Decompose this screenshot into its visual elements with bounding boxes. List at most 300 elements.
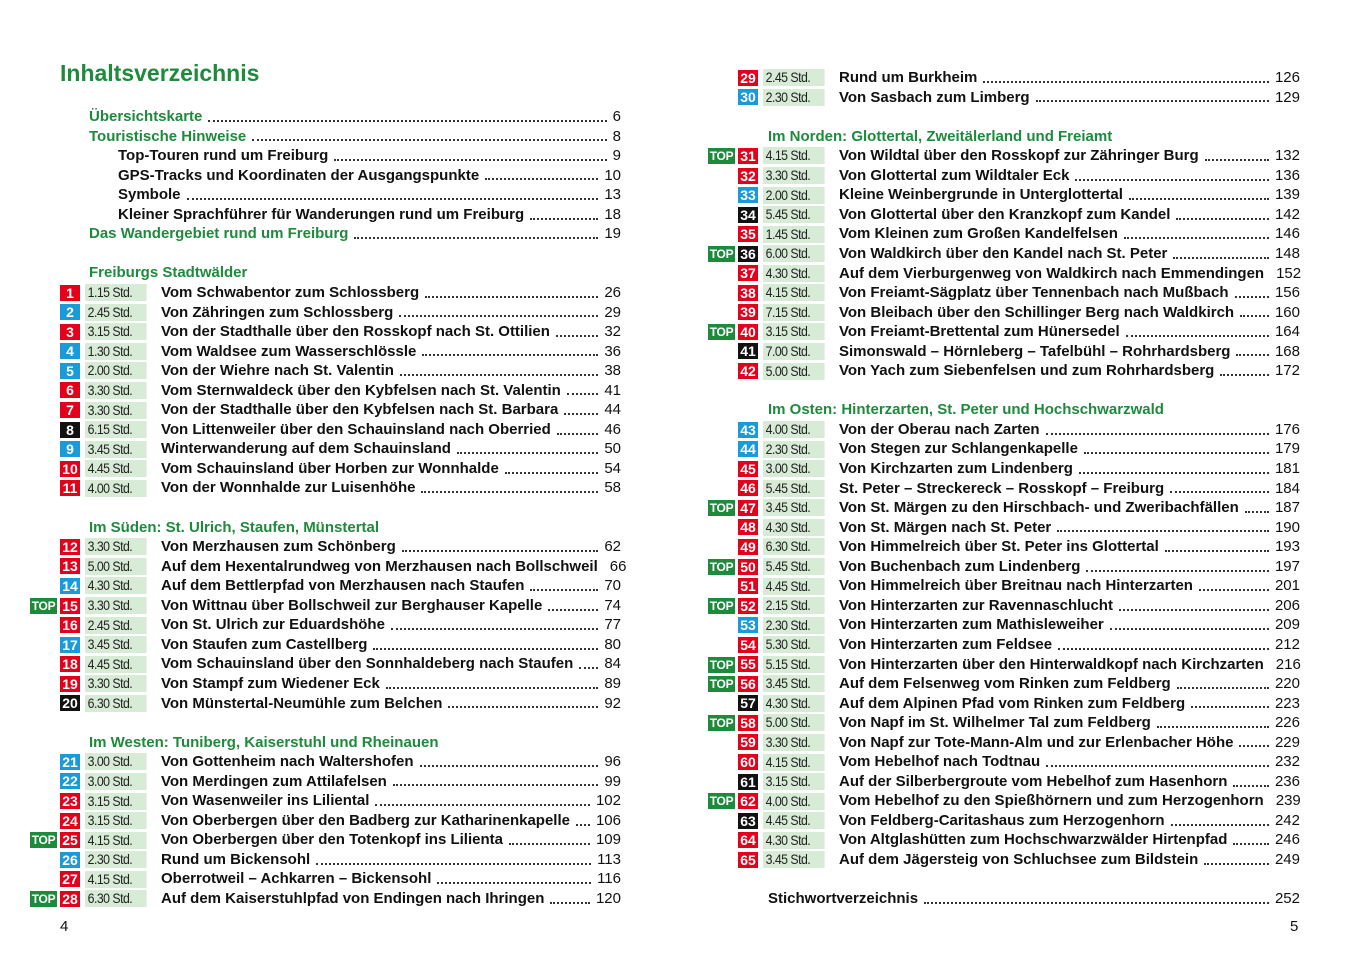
tour-duration: 2.30 Std. — [763, 617, 825, 634]
tour-number-badge: 36 — [738, 246, 758, 262]
tour-duration: 6.30 Std. — [763, 538, 825, 555]
front-entry-page: 6 — [612, 108, 621, 125]
tour-duration: 3.30 Std. — [85, 382, 147, 399]
tour-page: 226 — [1274, 714, 1300, 732]
tour-duration: 3.45 Std. — [85, 636, 147, 653]
dot-leader — [579, 667, 598, 669]
toc-tour-row — [60, 439, 621, 459]
tour-duration: 3.15 Std. — [763, 323, 825, 340]
toc-tour-row — [60, 537, 621, 557]
toc-tour-row — [738, 772, 1300, 792]
toc-tour-row — [738, 322, 1300, 342]
tour-page: 172 — [1274, 362, 1300, 380]
toc-tour-row — [60, 420, 621, 440]
toc-tour-row — [60, 615, 621, 635]
dot-leader — [400, 374, 598, 376]
tour-page: 44 — [604, 401, 621, 419]
tour-title: Rund um Burkheim — [839, 69, 978, 86]
toc-tour-row — [738, 342, 1300, 362]
tour-number-badge: 14 — [60, 578, 80, 594]
tour-title: Vom Schauinsland über den Sonnhaldeberg nach Staufen — [161, 655, 574, 673]
front-entry-title: Das Wandergebiet rund um Freiburg — [89, 225, 349, 243]
tour-page: 84 — [604, 655, 621, 673]
toc-tour-row — [738, 479, 1300, 499]
dot-leader — [550, 902, 590, 904]
tour-title: Auf dem Bettlerpfad von Merzhausen nach Staufen — [161, 577, 525, 595]
dot-leader — [1124, 237, 1269, 239]
tour-number-badge: 47 — [738, 500, 758, 516]
dot-leader — [1171, 824, 1269, 826]
dot-leader — [1233, 843, 1269, 845]
dot-leader — [1204, 863, 1269, 865]
tour-page: 36 — [604, 342, 621, 360]
dot-leader — [375, 804, 590, 806]
tour-page: 126 — [1274, 69, 1300, 86]
top-tour-badge: TOP — [709, 149, 734, 164]
tour-page: 46 — [604, 420, 621, 438]
tour-number-badge: 61 — [738, 774, 758, 790]
tour-duration: 3.00 Std. — [85, 753, 147, 770]
tour-number-badge: 39 — [738, 304, 758, 320]
tour-title: Von Himmelreich über Breitnau nach Hinterzarten — [839, 577, 1193, 595]
dot-leader — [437, 882, 591, 884]
tour-title: Von Yach zum Siebenfelsen und zum Rohrhardsberg — [839, 362, 1215, 380]
toc-tour-row — [738, 752, 1300, 772]
tour-title: Von Wildtal über den Rosskopf zur Zähringer Burg — [839, 147, 1199, 165]
dot-leader — [393, 784, 598, 786]
tour-duration: 4.00 Std. — [85, 480, 147, 497]
tour-page: 129 — [1274, 88, 1300, 106]
tour-title: Von Napf zur Tote-Mann-Alm und zur Erlenbacher Höhe — [839, 733, 1234, 751]
tour-number-badge: 4 — [60, 343, 80, 359]
tour-title: Auf dem Alpinen Pfad vom Rinken zum Feldberg — [839, 694, 1186, 712]
tour-duration: 2.45 Std. — [85, 304, 147, 321]
dot-leader — [421, 491, 598, 493]
tour-duration: 3.15 Std. — [85, 793, 147, 810]
tour-title: Von Wittnau über Bollschweil zur Berghauser Kapelle — [161, 596, 543, 614]
tour-title: Auf dem Felsenweg vom Rinken zum Feldberg — [839, 675, 1171, 693]
dot-leader — [1084, 452, 1269, 454]
tour-number-badge: 29 — [738, 70, 758, 86]
tour-number-badge: 49 — [738, 539, 758, 555]
tour-title: Von Merdingen zum Attilafelsen — [161, 772, 387, 790]
tour-number-badge: 1 — [60, 285, 80, 301]
tour-duration: 3.45 Std. — [763, 499, 825, 516]
tour-number-badge: 27 — [60, 871, 80, 887]
tour-page: 132 — [1274, 147, 1300, 165]
toc-front-row — [118, 205, 621, 225]
dot-leader — [1119, 609, 1269, 611]
tour-number-badge: 19 — [60, 676, 80, 692]
top-tour-badge: TOP — [709, 598, 734, 613]
tour-duration: 2.30 Std. — [85, 851, 147, 868]
dot-leader — [391, 628, 598, 630]
tour-number-badge: 10 — [60, 461, 80, 477]
tour-number-badge: 9 — [60, 441, 80, 457]
top-tour-badge: TOP — [31, 833, 56, 848]
toc-tour-row — [738, 205, 1300, 225]
tour-title: Vom Hebelhof nach Todtnau — [839, 753, 1041, 771]
dot-leader — [1046, 433, 1269, 435]
tour-page: 120 — [595, 890, 621, 907]
tour-page: 109 — [595, 831, 621, 849]
tour-duration: 6.30 Std. — [85, 890, 147, 907]
dot-leader — [1046, 765, 1269, 767]
dot-leader — [1235, 296, 1269, 298]
tour-title: Von Oberbergen über den Totenkopf ins Lilienta — [161, 831, 503, 849]
toc-front-row — [118, 146, 621, 166]
toc-tour-row — [738, 244, 1300, 264]
dot-leader — [924, 902, 1269, 904]
tour-number-badge: 58 — [738, 715, 758, 731]
toc-tour-row — [738, 713, 1300, 733]
tour-page: 74 — [604, 596, 621, 614]
front-entry-page: 18 — [604, 205, 621, 223]
dot-leader — [422, 354, 598, 356]
tour-duration: 3.45 Std. — [763, 851, 825, 868]
tour-page: 190 — [1274, 518, 1300, 536]
tour-duration: 2.30 Std. — [763, 89, 825, 106]
toc-tour-row — [60, 752, 621, 772]
tour-duration: 4.00 Std. — [763, 793, 825, 810]
tour-number-badge: 26 — [60, 852, 80, 868]
toc-front-row — [89, 224, 621, 244]
front-entry-page: 13 — [604, 186, 621, 204]
section-heading: Im Osten: Hinterzarten, St. Peter und Hochschwarzwald — [768, 401, 1164, 419]
tour-duration: 4.45 Std. — [763, 578, 825, 595]
tour-duration: 4.15 Std. — [85, 871, 147, 888]
tour-number-badge: 43 — [738, 422, 758, 438]
tour-title: Oberrotweil – Achkarren – Bickensohl — [161, 870, 432, 888]
tour-page: 58 — [604, 479, 621, 497]
toc-tour-row — [738, 303, 1300, 323]
dot-leader — [354, 237, 598, 239]
tour-title: Auf dem Kaiserstuhlpfad von Endingen nach Ihringen — [161, 890, 545, 907]
toc-tour-row — [738, 498, 1300, 518]
toc-title: Inhaltsverzeichnis — [60, 60, 260, 86]
tour-page: 232 — [1274, 753, 1300, 771]
dot-leader — [576, 824, 590, 826]
section-heading: Im Norden: Glottertal, Zweitälerland und Freiamt — [768, 127, 1113, 145]
tour-title: Von Waldkirch über den Kandel nach St. Peter — [839, 244, 1168, 262]
tour-title: Vom Sternwaldeck über den Kybfelsen nach St. Valentin — [161, 381, 561, 399]
tour-title: Von Himmelreich über St. Peter ins Glottertal — [839, 538, 1159, 556]
tour-title: Von der Oberau nach Zarten — [839, 420, 1040, 438]
tour-number-badge: 8 — [60, 422, 80, 438]
tour-duration: 4.15 Std. — [763, 284, 825, 301]
dot-leader — [373, 648, 598, 650]
front-entry-title: Touristische Hinweise — [89, 127, 247, 145]
tour-title: Von Buchenbach zum Lindenberg — [839, 557, 1081, 575]
tour-title: Von Littenweiler über den Schauinsland nach Oberried — [161, 420, 551, 438]
tour-duration: 2.30 Std. — [763, 441, 825, 458]
tour-number-badge: 57 — [738, 695, 758, 711]
tour-duration: 3.15 Std. — [763, 773, 825, 790]
dot-leader — [402, 550, 599, 552]
toc-tour-row — [60, 400, 621, 420]
toc-tour-row — [60, 303, 621, 323]
tour-duration: 1.30 Std. — [85, 343, 147, 360]
tour-number-badge: 22 — [60, 773, 80, 789]
dot-leader — [1086, 570, 1269, 572]
dot-leader — [557, 433, 599, 435]
toc-tour-row — [738, 361, 1300, 381]
tour-number-badge: 59 — [738, 734, 758, 750]
tour-duration: 3.30 Std. — [85, 675, 147, 692]
toc-tour-row — [738, 459, 1300, 479]
tour-page: 223 — [1274, 694, 1300, 712]
tour-number-badge: 18 — [60, 656, 80, 672]
tour-number-badge: 60 — [738, 754, 758, 770]
tour-page: 54 — [604, 459, 621, 477]
tour-duration: 2.00 Std. — [763, 187, 825, 204]
dot-leader — [1170, 491, 1269, 493]
tour-number-badge: 16 — [60, 617, 80, 633]
front-entry-title: GPS-Tracks und Koordinaten der Ausgangspunkte — [118, 166, 480, 184]
tour-duration: 4.30 Std. — [85, 577, 147, 594]
tour-duration: 1.15 Std. — [85, 284, 147, 301]
tour-page: 66 — [609, 557, 627, 575]
tour-duration: 3.30 Std. — [85, 597, 147, 614]
tour-title: Winterwanderung auf dem Schauinsland — [161, 440, 451, 458]
toc-tour-row — [60, 635, 621, 655]
toc-tour-row — [738, 146, 1300, 166]
toc-tour-row — [738, 68, 1300, 88]
tour-title: Von Altglashütten zum Hochschwarzwälder Hirtenpfad — [839, 831, 1228, 849]
tour-page: 92 — [604, 694, 621, 712]
tour-title: Von Kirchzarten zum Lindenberg — [839, 460, 1073, 477]
tour-duration: 3.15 Std. — [85, 323, 147, 340]
dot-leader — [530, 589, 598, 591]
tour-number-badge: 28 — [60, 891, 80, 907]
tour-duration: 4.15 Std. — [763, 147, 825, 164]
toc-tour-row — [738, 811, 1300, 831]
dot-leader — [252, 139, 606, 141]
tour-title: Von der Stadthalle über den Rosskopf nach St. Ottilien — [161, 323, 550, 341]
tour-duration: 5.00 Std. — [763, 363, 825, 380]
toc-tour-row — [738, 518, 1300, 538]
dot-leader — [425, 296, 598, 298]
tour-title: Von Merzhausen zum Schönberg — [161, 538, 396, 556]
tour-page: 148 — [1274, 244, 1300, 262]
dot-leader — [399, 315, 598, 317]
toc-tour-row — [738, 733, 1300, 753]
tour-page: 116 — [597, 870, 621, 888]
tour-number-badge: 64 — [738, 832, 758, 848]
tour-title: Von Oberbergen über den Badberg zur Katharinenkapelle — [161, 811, 570, 829]
tour-duration: 1.45 Std. — [763, 226, 825, 243]
toc-tour-row — [60, 850, 621, 870]
toc-tour-row — [738, 224, 1300, 244]
tour-title: Von Hinterzarten über den Hinterwaldkopf nach Kirchzarten — [839, 655, 1264, 673]
dot-leader — [208, 120, 606, 122]
toc-tour-row — [738, 439, 1300, 459]
tour-duration: 2.45 Std. — [85, 617, 147, 634]
dot-leader — [1245, 511, 1269, 513]
tour-title: Von Bleibach über den Schillinger Berg nach Waldkirch — [839, 303, 1235, 321]
tour-number-badge: 32 — [738, 168, 758, 184]
top-tour-badge: TOP — [709, 677, 734, 692]
tour-page: 41 — [604, 381, 621, 399]
tour-number-badge: 63 — [738, 813, 758, 829]
dot-leader — [1205, 159, 1269, 161]
index-entry-row — [768, 889, 1300, 909]
tour-title: Von Freiamt-Brettental zum Hünersedel — [839, 323, 1120, 341]
tour-page: 242 — [1274, 811, 1300, 829]
tour-page: 152 — [1276, 264, 1302, 282]
toc-front-row — [118, 166, 621, 186]
tour-title: Von Glottertal über den Kranzkopf zum Kandel — [839, 205, 1171, 223]
tour-number-badge: 45 — [738, 461, 758, 477]
tour-duration: 3.30 Std. — [85, 538, 147, 555]
tour-title: Von Sasbach zum Limberg — [839, 88, 1030, 106]
tour-duration: 4.45 Std. — [85, 460, 147, 477]
tour-page: 106 — [595, 811, 621, 829]
tour-number-badge: 62 — [738, 793, 758, 809]
tour-page: 62 — [604, 538, 621, 556]
tour-number-badge: 35 — [738, 226, 758, 242]
toc-tour-row — [738, 655, 1300, 675]
tour-page: 197 — [1274, 557, 1300, 575]
section-heading: Freiburgs Stadtwälder — [89, 264, 248, 282]
tour-duration: 4.15 Std. — [85, 832, 147, 849]
tour-number-badge: 42 — [738, 363, 758, 379]
tour-page: 179 — [1274, 440, 1300, 458]
dot-leader — [1079, 472, 1269, 474]
toc-tour-row — [738, 596, 1300, 616]
tour-page: 50 — [604, 440, 621, 458]
tour-title: Von Hinterzarten zum Feldsee — [839, 635, 1053, 653]
tour-page: 89 — [604, 674, 621, 692]
tour-title: Von Stegen zur Schlangenkapelle — [839, 440, 1078, 458]
tour-page: 38 — [604, 362, 621, 380]
tour-duration: 3.15 Std. — [85, 812, 147, 829]
tour-number-badge: 20 — [60, 695, 80, 711]
tour-duration: 3.00 Std. — [763, 460, 825, 477]
tour-number-badge: 37 — [738, 265, 758, 281]
tour-duration: 6.00 Std. — [763, 245, 825, 262]
toc-tour-row — [738, 635, 1300, 655]
tour-page: 246 — [1274, 831, 1300, 849]
dot-leader — [386, 687, 599, 689]
tour-duration: 4.45 Std. — [763, 812, 825, 829]
tour-number-badge: 5 — [60, 363, 80, 379]
front-entry-title: Übersichtskarte — [89, 108, 203, 125]
top-tour-badge: TOP — [709, 501, 734, 516]
tour-title: Von Hinterzarten zur Ravennaschlucht — [839, 596, 1113, 614]
tour-number-badge: 53 — [738, 617, 758, 633]
tour-page: 80 — [604, 635, 621, 653]
tour-page: 29 — [604, 303, 621, 321]
toc-tour-row — [738, 791, 1300, 811]
tour-page: 187 — [1274, 499, 1300, 517]
front-entry-title: Top-Touren rund um Freiburg — [118, 147, 329, 165]
tour-title: Von Napf im St. Wilhelmer Tal zum Feldberg — [839, 714, 1151, 732]
front-entry-page: 10 — [604, 166, 621, 184]
toc-tour-row — [60, 830, 621, 850]
tour-number-badge: 51 — [738, 578, 758, 594]
tour-title: Auf dem Jägersteig von Schluchsee zum Bildstein — [839, 851, 1199, 868]
tour-number-badge: 38 — [738, 285, 758, 301]
tour-number-badge: 46 — [738, 480, 758, 496]
tour-page: 220 — [1274, 675, 1300, 693]
tour-duration: 4.00 Std. — [763, 421, 825, 438]
tour-duration: 7.15 Std. — [763, 304, 825, 321]
dot-leader — [530, 218, 598, 220]
dot-leader — [448, 706, 598, 708]
tour-number-badge: 24 — [60, 813, 80, 829]
tour-page: 249 — [1274, 851, 1300, 868]
tour-title: Vom Schwabentor zum Schlossberg — [161, 283, 420, 301]
tour-title: Von Feldberg-Caritashaus zum Herzogenhorn — [839, 811, 1165, 829]
toc-tour-row — [60, 694, 621, 714]
tour-title: Von St. Märgen nach St. Peter — [839, 518, 1052, 536]
tour-duration: 5.00 Std. — [85, 558, 147, 575]
tour-duration: 3.30 Std. — [763, 167, 825, 184]
tour-title: Vom Waldsee zum Wasserschlössle — [161, 342, 417, 360]
dot-leader — [1075, 179, 1269, 181]
tour-number-badge: 25 — [60, 832, 80, 848]
dot-leader — [564, 413, 598, 415]
dot-leader — [316, 863, 591, 865]
dot-leader — [1173, 257, 1269, 259]
tour-title: Rund um Bickensohl — [161, 850, 311, 868]
tour-title: Simonswald – Hörnleberg – Tafelbühl – Rohrhardsberg — [839, 342, 1231, 360]
toc-tour-row — [738, 185, 1300, 205]
tour-title: Vom Hebelhof zu den Spießhörnern und zum Herzogenhorn — [839, 792, 1264, 810]
dot-leader — [457, 452, 598, 454]
dot-leader — [1036, 100, 1269, 102]
toc-tour-row — [738, 694, 1300, 714]
tour-page: 160 — [1274, 303, 1300, 321]
tour-page: 77 — [604, 616, 621, 634]
tour-page: 136 — [1274, 166, 1300, 184]
tour-number-badge: 48 — [738, 519, 758, 535]
toc-tour-row — [738, 283, 1300, 303]
tour-page: 26 — [604, 283, 621, 301]
toc-tour-row — [60, 322, 621, 342]
toc-tour-row — [738, 576, 1300, 596]
tour-duration: 3.30 Std. — [763, 734, 825, 751]
tour-title: Von Freiamt-Sägplatz über Tennenbach nach Mußbach — [839, 284, 1229, 302]
dot-leader — [1236, 354, 1269, 356]
tour-page: 229 — [1274, 733, 1300, 751]
tour-title: Vom Kleinen zum Großen Kandelfelsen — [839, 225, 1118, 243]
index-entry-page: 252 — [1274, 890, 1300, 908]
tour-number-badge: 52 — [738, 598, 758, 614]
tour-page: 193 — [1274, 538, 1300, 556]
tour-page: 168 — [1274, 342, 1300, 360]
toc-front-row — [89, 107, 621, 127]
tour-number-badge: 41 — [738, 343, 758, 359]
tour-title: Von Wasenweiler ins Liliental — [161, 792, 370, 810]
tour-duration: 5.30 Std. — [763, 636, 825, 653]
top-tour-badge: TOP — [709, 246, 734, 261]
dot-leader — [556, 335, 598, 337]
tour-number-badge: 6 — [60, 382, 80, 398]
tour-page: 70 — [604, 577, 621, 595]
toc-tour-row — [60, 342, 621, 362]
tour-duration: 5.45 Std. — [763, 480, 825, 497]
toc-tour-row — [738, 264, 1300, 284]
tour-duration: 5.15 Std. — [763, 656, 825, 673]
dot-leader — [1239, 745, 1269, 747]
dot-leader — [509, 843, 590, 845]
tour-duration: 3.00 Std. — [85, 773, 147, 790]
tour-title: Auf dem Vierburgenweg von Waldkirch nach Emmendingen — [839, 264, 1265, 282]
toc-tour-row — [738, 88, 1300, 108]
top-tour-badge: TOP — [31, 892, 56, 906]
